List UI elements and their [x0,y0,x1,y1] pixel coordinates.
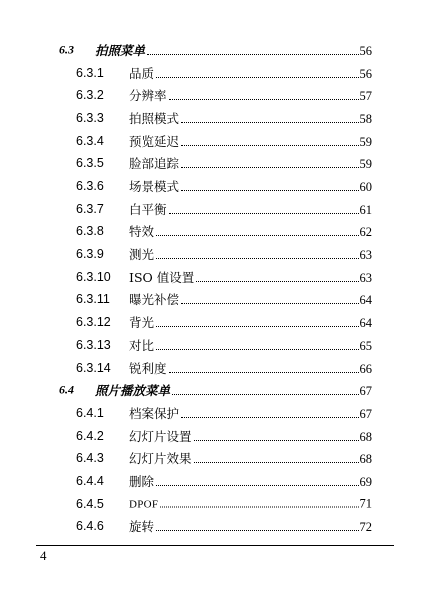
toc-entry-title: 背光 [129,315,155,331]
toc-subsection-row[interactable] [0,288,434,310]
toc-entry-page: 72 [359,520,372,535]
toc-entry [129,290,372,308]
toc-entry-title: 拍照菜单 [95,43,146,58]
toc-entry-page: 63 [359,270,372,285]
toc-subsection-row[interactable] [0,266,434,288]
toc-entry-title: 特效 [129,224,155,240]
dot-leader [196,281,358,282]
dot-leader [156,349,358,350]
toc-subsection-row[interactable] [0,107,434,129]
toc-entry [129,496,372,511]
toc-entry-title: 白平衡 [129,201,167,217]
toc-entry [129,64,372,82]
toc-subsection-row[interactable] [0,447,434,469]
page-number: 4 [40,548,47,563]
toc-entry-number: 6.3.12 [76,315,111,330]
toc-entry [129,336,372,354]
toc-subsection-row[interactable] [0,130,434,152]
toc-entry-number: 6.3.13 [76,337,111,352]
toc-entry-page: 56 [359,66,372,81]
footer-rule [36,545,394,546]
toc-entry [129,132,372,150]
toc-subsection-row[interactable] [0,470,434,492]
toc-entry-number: 6.4.4 [76,473,104,488]
dot-leader [181,190,358,191]
dot-leader [181,303,358,304]
toc-entry-title: 品质 [129,65,155,81]
toc-entry-page: 68 [359,452,372,467]
toc-entry [129,313,372,331]
toc-entry-title: 旋转 [129,519,155,535]
toc-entry-number: 6.4.5 [76,496,104,511]
toc-entry [95,41,372,59]
toc-entry-title: 锐利度 [129,360,167,376]
toc-entry-page: 64 [359,293,372,308]
toc-entry-title: 删除 [129,473,155,489]
toc-entry-title: DPOF [129,498,159,511]
toc-entry [129,517,372,535]
toc-entry-title: ISO 值设置 [129,269,195,285]
toc-entry [95,381,372,399]
toc-entry-page: 67 [359,384,372,399]
toc-entry-number: 6.3.10 [76,269,111,284]
toc-entry-number: 6.3 [59,42,74,57]
toc-subsection-row[interactable] [0,334,434,356]
toc-section-row[interactable] [0,379,434,401]
toc-entry-number: 6.3.6 [76,179,104,194]
dot-leader [156,77,358,78]
dot-leader [194,440,359,441]
toc-entry [129,177,372,195]
toc-subsection-row[interactable] [0,243,434,265]
toc-entry [129,359,372,377]
dot-leader [169,213,359,214]
toc-entry-number: 6.4 [59,382,74,397]
toc-entry-title: 幻灯片效果 [129,451,192,467]
toc-entry-title: 脸部追踪 [129,156,180,172]
toc-section-row[interactable] [0,39,434,61]
toc-subsection-row[interactable] [0,311,434,333]
toc-subsection-row[interactable] [0,357,434,379]
toc-entry [129,268,372,286]
dot-leader [181,167,358,168]
toc-entry-page: 65 [359,338,372,353]
toc-subsection-row[interactable] [0,62,434,84]
toc-entry-number: 6.3.1 [76,65,104,80]
toc-entry-number: 6.4.1 [76,405,104,420]
toc-entry-title: 照片播放菜单 [95,383,171,399]
toc-entry-title: 测光 [129,247,155,263]
toc-entry [129,427,372,445]
toc-entry-number: 6.4.3 [76,451,104,466]
toc-subsection-row[interactable] [0,84,434,106]
toc-entry-page: 63 [359,248,372,263]
dot-leader [147,54,358,55]
toc-entry-number: 6.3.3 [76,111,104,126]
toc-entry-number: 6.3.14 [76,360,111,375]
dot-leader [156,235,358,236]
toc-entry-title: 对比 [129,337,155,353]
toc-subsection-row[interactable] [0,493,434,515]
toc-subsection-row[interactable] [0,402,434,424]
toc-subsection-row[interactable] [0,198,434,220]
toc-entry-page: 66 [359,361,372,376]
toc-entry-page: 58 [359,112,372,127]
toc-entry-page: 68 [359,429,372,444]
toc-entry-page: 59 [359,134,372,149]
toc-entry-title: 档案保护 [129,405,180,421]
toc-entry [129,449,372,467]
toc-entry-title: 曝光补偿 [129,292,180,308]
toc-entry-title: 场景模式 [129,179,180,195]
toc-entry-number: 6.3.9 [76,247,104,262]
dot-leader [181,417,358,418]
toc-entry [129,109,372,127]
toc-entry-page: 69 [359,474,372,489]
toc-entry-page: 59 [359,157,372,172]
toc-entry-page: 71 [359,496,372,511]
dot-leader [156,530,358,531]
toc-entry-number: 6.3.7 [76,201,104,216]
toc-entry-title: 分辨率 [129,88,167,104]
toc-entry-page: 62 [359,225,372,240]
toc-entry-page: 56 [359,44,372,58]
toc-entry-page: 61 [359,202,372,217]
toc-subsection-row[interactable] [0,175,434,197]
toc-entry-number: 6.3.11 [76,292,110,307]
toc-entry [129,472,372,490]
toc-entry [129,86,372,104]
toc-entry [129,222,372,240]
dot-leader [172,394,358,395]
toc-entry-number: 6.4.2 [76,428,104,443]
toc-subsection-row[interactable] [0,152,434,174]
dot-leader [194,462,359,463]
toc-entry [129,404,372,422]
dot-leader [156,485,358,486]
toc-entry [129,154,372,172]
toc-entry-number: 6.3.2 [76,88,104,103]
toc-entry-number: 6.4.6 [76,519,104,534]
dot-leader [160,506,358,507]
dot-leader [169,99,359,100]
toc-entry-title: 预览延迟 [129,133,180,149]
toc-entry-number: 6.3.8 [76,224,104,239]
toc-entry-number: 6.3.5 [76,156,104,171]
toc-subsection-row[interactable] [0,515,434,537]
toc-subsection-row[interactable] [0,220,434,242]
toc-entry-title: 幻灯片设置 [129,428,192,444]
dot-leader [156,326,358,327]
toc-entry-number: 6.3.4 [76,133,104,148]
dot-leader [181,122,358,123]
toc-entry-page: 64 [359,316,372,331]
toc-entry-page: 67 [359,406,372,421]
toc-entry [129,200,372,218]
toc-entry-page: 57 [359,89,372,104]
dot-leader [169,372,359,373]
toc-subsection-row[interactable] [0,425,434,447]
toc-entry-page: 60 [359,180,372,195]
toc-entry [129,245,372,263]
dot-leader [181,145,358,146]
toc-entry-title: 拍照模式 [129,111,180,127]
dot-leader [156,258,358,259]
